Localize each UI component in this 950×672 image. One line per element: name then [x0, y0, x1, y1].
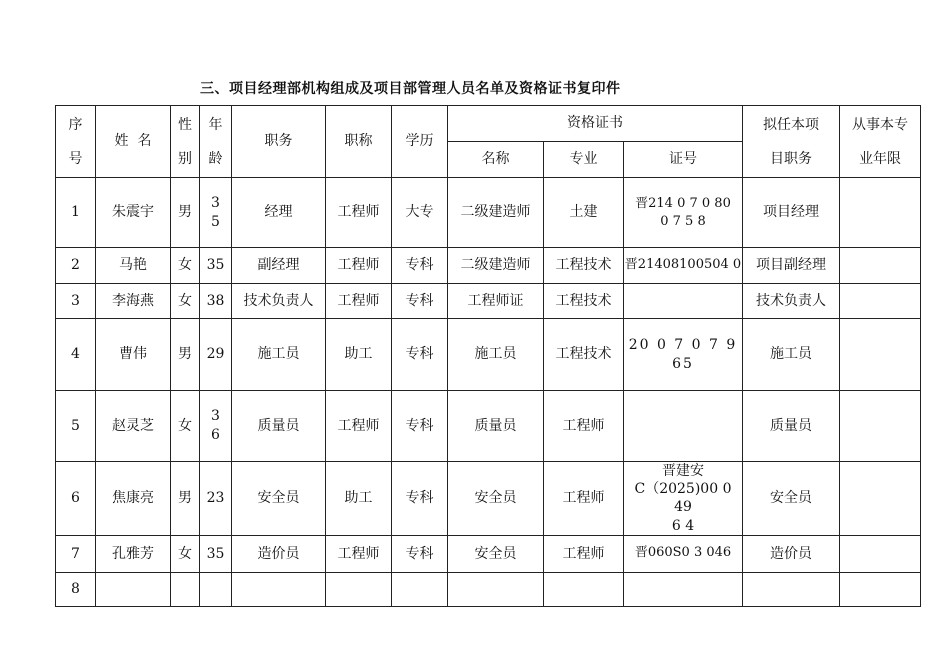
row-name: 焦康亮 [96, 462, 171, 536]
table-row [56, 178, 921, 248]
row-position: 质量员 [232, 391, 326, 462]
row-planned: 安全员 [743, 462, 840, 536]
row-age [200, 391, 232, 462]
row-position: 安全员 [232, 462, 326, 536]
header-certificate: 资格证书 [448, 106, 743, 142]
header-seq-top: 序 [68, 116, 83, 133]
row-cert-major: 土建 [544, 178, 624, 248]
header-seq-bottom: 号 [68, 150, 83, 167]
row-age: 35 [200, 535, 232, 572]
row-planned: 施工员 [743, 319, 840, 391]
row-cert-number [624, 284, 743, 319]
row-gender: 女 [171, 248, 200, 284]
row-education: 专科 [392, 535, 448, 572]
row-cert-name: 质量员 [448, 391, 544, 462]
row-position [232, 572, 326, 606]
row-cert-major: 工程技术 [544, 319, 624, 391]
header-years [840, 106, 921, 178]
row-position: 经理 [232, 178, 326, 248]
row-years [840, 178, 921, 248]
row-position: 副经理 [232, 248, 326, 284]
row-education: 专科 [392, 248, 448, 284]
row-cert-number-line: C（2025)00 0 49 [634, 481, 732, 516]
header-gender-bottom: 别 [178, 150, 192, 167]
row-age [200, 572, 232, 606]
row-age-part: 5 [211, 213, 220, 230]
row-position: 造价员 [232, 535, 326, 572]
row-name: 李海燕 [96, 284, 171, 319]
header-age [200, 106, 232, 178]
row-cert-number [624, 462, 743, 536]
personnel-table [55, 105, 921, 607]
header-gender [171, 106, 200, 178]
row-planned: 技术负责人 [743, 284, 840, 319]
table-row [56, 535, 921, 572]
row-name: 曹伟 [96, 319, 171, 391]
row-cert-major: 工程技术 [544, 284, 624, 319]
row-cert-name: 施工员 [448, 319, 544, 391]
row-age-part: 3 [211, 194, 220, 211]
header-cert-major: 专业 [544, 142, 624, 178]
row-title: 助工 [326, 462, 392, 536]
row-cert-number [624, 319, 743, 391]
row-cert-name: 二级建造师 [448, 178, 544, 248]
row-name: 赵灵芝 [96, 391, 171, 462]
row-cert-name [448, 572, 544, 606]
row-cert-major: 工程技术 [544, 248, 624, 284]
row-cert-number-line: 晋建安 [662, 463, 704, 479]
table-row [56, 391, 921, 462]
row-cert-number: 晋21408100504 0 [624, 248, 743, 284]
row-age-part: 6 [211, 427, 220, 443]
table-row [56, 284, 921, 319]
table-row [56, 572, 921, 606]
row-education: 专科 [392, 462, 448, 536]
row-cert-major [544, 572, 624, 606]
row-education [392, 572, 448, 606]
row-title: 工程师 [326, 284, 392, 319]
header-age-top: 年 [208, 116, 223, 133]
row-seq: 1 [56, 178, 96, 248]
row-cert-number-line: 6 4 [671, 517, 695, 534]
row-cert-number: 晋060S0 3 046 [624, 535, 743, 572]
row-planned: 造价员 [743, 535, 840, 572]
row-seq: 8 [56, 572, 96, 606]
header-gender-top: 性 [178, 116, 192, 133]
row-title: 工程师 [326, 178, 392, 248]
row-planned [743, 572, 840, 606]
header-seq [56, 106, 96, 178]
row-planned: 项目经理 [743, 178, 840, 248]
row-education: 专科 [392, 319, 448, 391]
row-age: 23 [200, 462, 232, 536]
header-name: 姓 名 [96, 106, 171, 178]
row-gender: 男 [171, 462, 200, 536]
row-education: 大专 [392, 178, 448, 248]
row-position: 技术负责人 [232, 284, 326, 319]
row-seq: 4 [56, 319, 96, 391]
row-years [840, 572, 921, 606]
row-gender: 男 [171, 319, 200, 391]
row-cert-name: 二级建造师 [448, 248, 544, 284]
row-age: 38 [200, 284, 232, 319]
row-years [840, 462, 921, 536]
row-cert-name: 安全员 [448, 535, 544, 572]
row-cert-major: 工程师 [544, 391, 624, 462]
header-age-bottom: 龄 [208, 150, 223, 167]
row-seq: 5 [56, 391, 96, 462]
header-title: 职称 [326, 106, 392, 178]
row-seq: 6 [56, 462, 96, 536]
row-title: 工程师 [326, 535, 392, 572]
row-age: 35 [200, 248, 232, 284]
header-education: 学历 [392, 106, 448, 178]
header-years-bottom: 业年限 [859, 150, 901, 167]
header-position: 职务 [232, 106, 326, 178]
row-seq: 2 [56, 248, 96, 284]
row-years [840, 319, 921, 391]
table-row [56, 462, 921, 536]
document-title: 三、项目经理部机构组成及项目部管理人员名单及资格证书复印件 [200, 81, 621, 97]
row-age: 29 [200, 319, 232, 391]
row-age-part: 3 [211, 408, 220, 424]
row-seq: 7 [56, 535, 96, 572]
row-title: 工程师 [326, 248, 392, 284]
row-gender [171, 572, 200, 606]
row-title: 工程师 [326, 391, 392, 462]
header-planned-top: 拟任本项 [763, 116, 819, 133]
row-planned: 项目副经理 [743, 248, 840, 284]
row-planned: 质量员 [743, 391, 840, 462]
row-name: 朱震宇 [96, 178, 171, 248]
row-title [326, 572, 392, 606]
row-age [200, 178, 232, 248]
row-years [840, 284, 921, 319]
row-years [840, 248, 921, 284]
row-cert-number [624, 391, 743, 462]
row-education: 专科 [392, 391, 448, 462]
row-name: 马艳 [96, 248, 171, 284]
row-years [840, 535, 921, 572]
row-cert-name: 工程师证 [448, 284, 544, 319]
header-cert-number: 证号 [624, 142, 743, 178]
row-name: 孔雅芳 [96, 535, 171, 572]
row-name [96, 572, 171, 606]
row-seq: 3 [56, 284, 96, 319]
row-title: 助工 [326, 319, 392, 391]
row-cert-name: 安全员 [448, 462, 544, 536]
row-gender: 女 [171, 535, 200, 572]
row-cert-number-line: 20 0 7 0 7 9 [628, 337, 738, 354]
row-cert-number [624, 178, 743, 248]
row-gender: 男 [171, 178, 200, 248]
row-position: 施工员 [232, 319, 326, 391]
table-row [56, 319, 921, 391]
row-cert-number-line: 0 7 5 8 [660, 213, 706, 229]
row-cert-number-line: 晋214 0 7 0 80 [635, 195, 731, 211]
row-cert-number [624, 572, 743, 606]
header-planned-bottom: 目职务 [770, 150, 812, 167]
row-education: 专科 [392, 284, 448, 319]
row-cert-major: 工程师 [544, 535, 624, 572]
row-gender: 女 [171, 391, 200, 462]
header-planned [743, 106, 840, 178]
header-years-top: 从事本专 [852, 116, 908, 133]
table-row [56, 248, 921, 284]
row-cert-major: 工程师 [544, 462, 624, 536]
header-cert-name: 名称 [448, 142, 544, 178]
row-cert-number-line: 65 [672, 355, 694, 372]
row-years [840, 391, 921, 462]
row-gender: 女 [171, 284, 200, 319]
header-row [56, 106, 921, 142]
